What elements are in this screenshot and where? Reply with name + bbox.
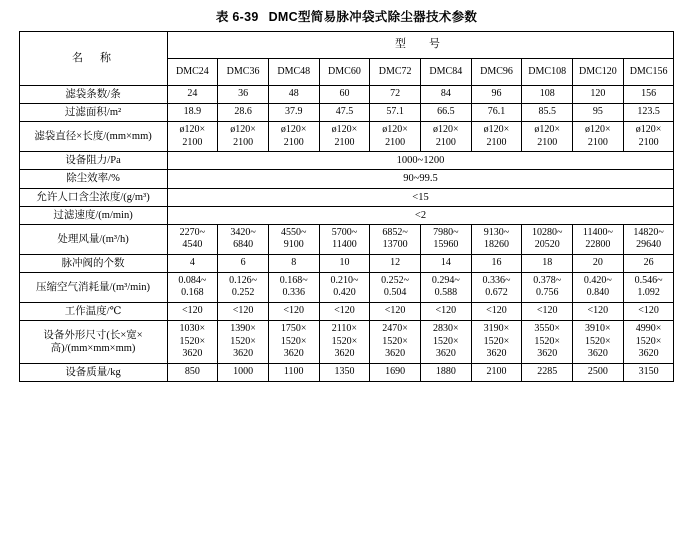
cell-line: 9130~	[483, 226, 510, 238]
cell-line: ø120×	[230, 124, 256, 136]
cell	[623, 272, 674, 302]
row-label: 设备阻力/Pa	[19, 152, 167, 170]
table-row	[19, 122, 674, 152]
row-label: 除尘效率/%	[19, 170, 167, 188]
cell	[370, 122, 421, 152]
cell: <120	[370, 302, 421, 320]
header-name-cell: 名 称	[19, 32, 167, 86]
cell: 3150	[623, 363, 674, 381]
cell-line: 2830×	[432, 323, 459, 334]
row-label: 过滤面积/m²	[19, 104, 167, 122]
cell	[573, 224, 624, 254]
cell-line: 2100	[486, 136, 507, 148]
cell-line: ø120×	[534, 124, 560, 136]
cell-line: 0.840	[586, 287, 610, 299]
cell-line: 3620	[587, 348, 608, 359]
cell: 2500	[573, 363, 624, 381]
cell: <120	[522, 302, 573, 320]
cell-line: ø120×	[280, 124, 307, 136]
cell: 72	[370, 86, 421, 104]
cell: 26	[623, 254, 674, 272]
cell: 1880	[420, 363, 471, 381]
cell-line: 2100	[233, 136, 254, 148]
cell	[471, 224, 522, 254]
cell: <120	[319, 302, 370, 320]
table-row	[19, 302, 674, 320]
cell-line: ø120×	[331, 124, 358, 136]
cell-line: 3550×	[534, 323, 560, 334]
table-row	[19, 254, 674, 272]
cell-line: 3620	[182, 348, 203, 359]
cell-line: 4990×	[635, 323, 662, 334]
cell-line: 1520×	[534, 335, 560, 347]
cell-line: 3620	[385, 348, 406, 359]
table-header-row-group	[19, 32, 674, 59]
table-row	[19, 272, 674, 302]
cell: 18.9	[167, 104, 218, 122]
cell-line: 18260	[484, 239, 509, 251]
cell	[420, 122, 471, 152]
cell-line: 1520×	[331, 335, 358, 347]
cell: <120	[167, 302, 218, 320]
cell: <120	[573, 302, 624, 320]
cell-line: ø120×	[483, 124, 510, 136]
cell-line: 0.084~	[178, 274, 207, 286]
cell-line: ø120×	[382, 124, 408, 136]
cell-line: ø120×	[179, 124, 206, 136]
cell	[471, 321, 522, 364]
cell: 20	[573, 254, 624, 272]
cell: 10	[319, 254, 370, 272]
cell	[420, 224, 471, 254]
cell: 12	[370, 254, 421, 272]
cell-line: 9100	[283, 239, 304, 251]
header-model-DMC60: DMC60	[319, 59, 370, 86]
cell-line: 10280~	[531, 226, 563, 238]
cell: 48	[268, 86, 319, 104]
table-row	[19, 224, 674, 254]
cell: 1000	[218, 363, 269, 381]
cell	[370, 321, 421, 364]
cell-line: 1520×	[230, 335, 256, 347]
cell-line: 20520	[534, 239, 560, 251]
cell-line: 0.210~	[330, 274, 359, 286]
cell-line: ø120×	[585, 124, 611, 136]
cell: 16	[471, 254, 522, 272]
cell-line: 6840	[233, 239, 254, 251]
cell-line: 2100	[435, 136, 456, 148]
row-value-span: <15	[167, 188, 674, 206]
header-model-DMC24: DMC24	[167, 59, 218, 86]
cell-line: 3190×	[483, 323, 510, 334]
cell	[573, 272, 624, 302]
cell	[471, 122, 522, 152]
cell: 57.1	[370, 104, 421, 122]
row-label: 允许人口含尘浓度/(g/m³)	[19, 188, 167, 206]
cell: 85.5	[522, 104, 573, 122]
cell: 1100	[268, 363, 319, 381]
cell	[420, 272, 471, 302]
cell-line: 1520×	[635, 335, 662, 347]
cell	[167, 122, 218, 152]
row-value-span: <2	[167, 206, 674, 224]
cell: 96	[471, 86, 522, 104]
cell-line: 0.126~	[229, 274, 258, 286]
cell-line: 2100	[283, 136, 304, 148]
cell	[319, 272, 370, 302]
cell-line: 29640	[636, 239, 662, 251]
cell-line: 0.420	[333, 287, 356, 299]
cell	[623, 224, 674, 254]
cell: 60	[319, 86, 370, 104]
cell	[218, 272, 269, 302]
cell: 8	[268, 254, 319, 272]
cell-line: 2470×	[382, 323, 408, 334]
cell	[573, 321, 624, 364]
cell-line: 1750×	[280, 323, 307, 334]
row-label: 滤袋条数/条	[19, 86, 167, 104]
cell	[268, 272, 319, 302]
cell	[623, 321, 674, 364]
cell: 108	[522, 86, 573, 104]
cell-line: 14820~	[633, 226, 664, 238]
cell: 28.6	[218, 104, 269, 122]
cell: 156	[623, 86, 674, 104]
cell	[268, 122, 319, 152]
cell-line: 3620	[435, 348, 456, 359]
cell	[522, 224, 573, 254]
table-row	[19, 86, 674, 104]
cell	[623, 122, 674, 152]
header-model-cell: 型 号	[167, 32, 674, 59]
row-label: 处理风量/(m³/h)	[19, 224, 167, 254]
cell-line: 3620	[486, 348, 507, 359]
cell-line: ø120×	[432, 124, 459, 136]
cell-line: 2100	[587, 136, 608, 148]
cell: 66.5	[420, 104, 471, 122]
cell-line: 11400	[332, 239, 357, 251]
table-row	[19, 206, 674, 224]
row-label: 压缩空气消耗量/(m³/min)	[19, 272, 167, 302]
cell-line: 0.504	[383, 287, 407, 299]
cell-line: 15960	[433, 239, 459, 251]
cell: 37.9	[268, 104, 319, 122]
cell-line: 0.378~	[533, 274, 562, 286]
cell-line: 3620	[233, 348, 254, 359]
cell-line: 4540	[182, 239, 203, 251]
cell	[522, 272, 573, 302]
cell-line: 0.336~	[482, 274, 511, 286]
header-model-DMC96: DMC96	[471, 59, 522, 86]
cell: 2285	[522, 363, 573, 381]
row-label: 设备质量/kg	[19, 363, 167, 381]
cell-line: 1390×	[230, 323, 256, 334]
cell	[268, 224, 319, 254]
cell: 14	[420, 254, 471, 272]
cell: <120	[471, 302, 522, 320]
cell: 18	[522, 254, 573, 272]
cell-line: 0.252~	[381, 274, 410, 286]
cell: 47.5	[319, 104, 370, 122]
header-model-DMC120: DMC120	[573, 59, 624, 86]
row-label: 工作温度/℃	[19, 302, 167, 320]
cell: 1350	[319, 363, 370, 381]
cell	[218, 321, 269, 364]
table-row	[19, 188, 674, 206]
cell: 850	[167, 363, 218, 381]
cell-line: 0.168	[181, 287, 204, 299]
cell	[420, 321, 471, 364]
table-row	[19, 104, 674, 122]
cell	[370, 224, 421, 254]
cell-line: 3910×	[585, 323, 611, 334]
cell-line: 4550~	[281, 226, 307, 238]
header-model-DMC156: DMC156	[623, 59, 674, 86]
cell-line: 3620	[283, 348, 304, 359]
cell	[167, 224, 218, 254]
row-value-span: 90~99.5	[167, 170, 674, 188]
table-row	[19, 170, 674, 188]
cell-line: 1.092	[637, 287, 660, 299]
cell-line: 2100	[638, 136, 659, 148]
cell-line: 0.672	[485, 287, 508, 299]
cell	[218, 224, 269, 254]
cell: 120	[573, 86, 624, 104]
cell-line: 1520×	[179, 335, 206, 347]
table-title: DMC型简易脉冲袋式除尘器技术参数	[268, 10, 478, 24]
cell-line: 0.252	[231, 287, 255, 299]
row-value-span: 1000~1200	[167, 152, 674, 170]
cell-line: 1520×	[483, 335, 510, 347]
cell	[471, 272, 522, 302]
table-body	[19, 32, 674, 382]
table-number: 表 6-39	[215, 10, 259, 24]
spec-table	[19, 31, 675, 382]
cell-line: 3620	[638, 348, 659, 359]
row-label: 设备外形尺寸(长×宽×高)/(mm×mm×mm)	[19, 321, 167, 364]
cell-line: 0.588	[434, 287, 458, 299]
row-label: 滤袋直径×长度/(mm×mm)	[19, 122, 167, 152]
cell-line: 3420~	[230, 226, 256, 238]
cell: 6	[218, 254, 269, 272]
header-model-DMC84: DMC84	[420, 59, 471, 86]
cell: 24	[167, 86, 218, 104]
cell-line: 2270~	[179, 226, 206, 238]
cell	[522, 321, 573, 364]
cell-line: 0.294~	[431, 274, 460, 286]
cell: 84	[420, 86, 471, 104]
table-row	[19, 321, 674, 364]
cell: <120	[268, 302, 319, 320]
cell	[573, 122, 624, 152]
cell-line: 2100	[182, 136, 203, 148]
cell-line: 22800	[585, 239, 611, 251]
cell-line: 1520×	[585, 335, 611, 347]
cell: 36	[218, 86, 269, 104]
table-row	[19, 363, 674, 381]
cell	[370, 272, 421, 302]
cell-line: 2110×	[331, 323, 358, 334]
cell: 1690	[370, 363, 421, 381]
cell-line: 2100	[385, 136, 406, 148]
cell-line: 3620	[537, 348, 558, 359]
cell-line: 0.336	[282, 287, 305, 299]
cell	[167, 272, 218, 302]
cell: <120	[420, 302, 471, 320]
header-model-DMC72: DMC72	[370, 59, 421, 86]
cell	[268, 321, 319, 364]
table-caption	[0, 0, 693, 31]
cell-line: 0.756	[535, 287, 559, 299]
header-model-DMC48: DMC48	[268, 59, 319, 86]
cell	[218, 122, 269, 152]
cell: <120	[623, 302, 674, 320]
cell-line: 0.420~	[583, 274, 612, 286]
header-model-DMC108: DMC108	[522, 59, 573, 86]
row-label: 过滤速度/(m/min)	[19, 206, 167, 224]
row-label: 脉冲阀的个数	[19, 254, 167, 272]
cell-line: 3620	[334, 348, 355, 359]
cell-line: 13700	[382, 239, 408, 251]
cell-line: 5700~	[331, 226, 358, 238]
cell	[167, 321, 218, 364]
cell	[319, 224, 370, 254]
cell	[522, 122, 573, 152]
cell: 95	[573, 104, 624, 122]
table-row	[19, 152, 674, 170]
cell: <120	[218, 302, 269, 320]
cell-line: 2100	[334, 136, 355, 148]
cell	[319, 321, 370, 364]
cell-line: 1520×	[382, 335, 408, 347]
cell-line: 6852~	[382, 226, 408, 238]
cell-line: 1520×	[432, 335, 459, 347]
cell	[319, 122, 370, 152]
cell-line: 1520×	[280, 335, 307, 347]
cell-line: 7980~	[433, 226, 459, 238]
cell-line: 11400~	[582, 226, 613, 238]
cell: 2100	[471, 363, 522, 381]
cell-line: 1030×	[179, 323, 206, 334]
cell-line: ø120×	[635, 124, 662, 136]
header-model-DMC36: DMC36	[218, 59, 269, 86]
cell: 123.5	[623, 104, 674, 122]
cell-line: 2100	[537, 136, 558, 148]
cell-line: 0.546~	[634, 274, 663, 286]
cell: 4	[167, 254, 218, 272]
cell-line: 0.168~	[279, 274, 308, 286]
cell: 76.1	[471, 104, 522, 122]
